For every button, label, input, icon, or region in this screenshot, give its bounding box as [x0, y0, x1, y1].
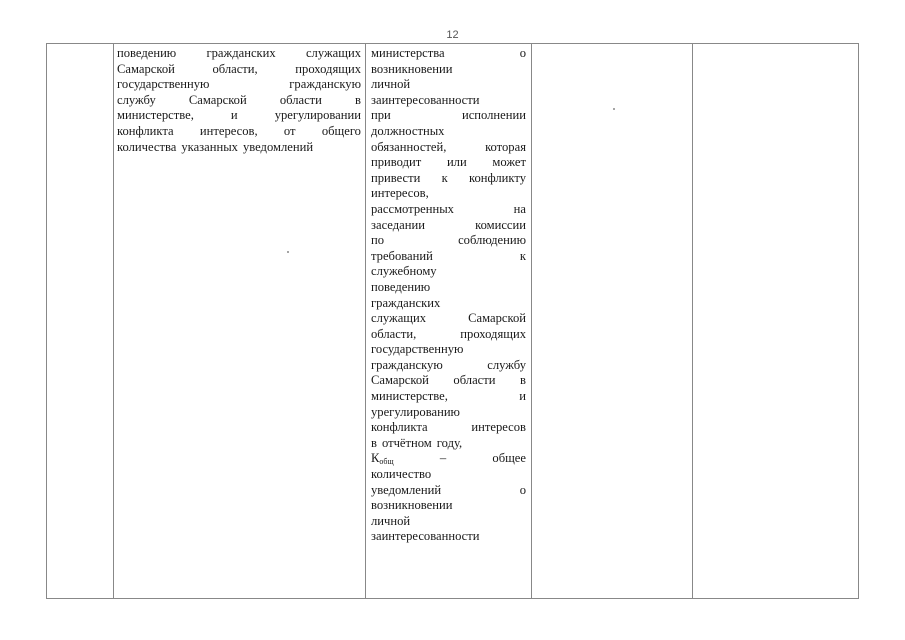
text-line: рассмотренных на: [371, 201, 526, 216]
column-divider-2: [365, 44, 366, 598]
text-line: уведомлений о: [371, 482, 526, 497]
text-line: гражданскую службу: [371, 357, 526, 372]
text-line: приводит или может: [371, 155, 526, 170]
text-line: при исполнении: [371, 108, 526, 123]
scan-speck: [613, 108, 615, 110]
text-line: Самарской области, проходящих: [117, 61, 361, 76]
text-line: гражданских: [371, 295, 441, 310]
text-line: заседании комиссии: [371, 217, 526, 232]
text-line: государственную гражданскую: [117, 77, 361, 92]
text-line: служебному: [371, 264, 437, 279]
text-line: службу Самарской области в: [117, 92, 361, 107]
column-divider-1: [113, 44, 114, 598]
report-table: [46, 43, 859, 599]
text-line: министерстве, и урегулировании: [117, 108, 361, 123]
table-cell-indicator-description: [117, 44, 361, 155]
text-line: по соблюдению: [371, 233, 526, 248]
text-line: личной: [371, 513, 411, 528]
text-line: должностных: [371, 123, 445, 138]
text-line: служащих Самарской: [371, 311, 526, 326]
text-line: количества указанных уведомлений: [117, 139, 314, 154]
text-line: поведению: [371, 279, 431, 294]
page-number: 12: [446, 29, 459, 41]
text-line: урегулированию: [371, 404, 460, 419]
text-line: требований к: [371, 248, 526, 263]
text-line: возникновении: [371, 498, 453, 513]
text-line: обязанностей, которая: [371, 139, 526, 154]
column-divider-3: [531, 44, 532, 598]
text-line: министерства о: [371, 46, 526, 60]
text-line: количество: [371, 467, 432, 482]
text-line: личной: [371, 77, 411, 92]
text-line: в отчётном году,: [371, 435, 463, 450]
text-line: министерстве, и: [371, 389, 526, 404]
text-line: области, проходящих: [371, 326, 526, 341]
text-line: Самарской области в: [371, 373, 526, 388]
text-line: интересов,: [371, 186, 429, 201]
table-cell-formula-description: [371, 44, 526, 545]
text-line: привести к конфликту: [371, 170, 526, 185]
text-line: возникновении: [371, 61, 453, 76]
text-line: заинтересованности: [371, 92, 480, 107]
text-line: $К_{общ}$ – общее: [371, 451, 526, 467]
text-line: конфликта интересов, от общего: [117, 123, 361, 138]
text-line: заинтересованности: [371, 529, 480, 544]
scan-speck: [287, 251, 289, 253]
text-line: поведению гражданских служащих: [117, 46, 361, 60]
text-line: конфликта интересов: [371, 420, 526, 435]
text-line: государственную: [371, 342, 464, 357]
column-divider-4: [692, 44, 693, 598]
